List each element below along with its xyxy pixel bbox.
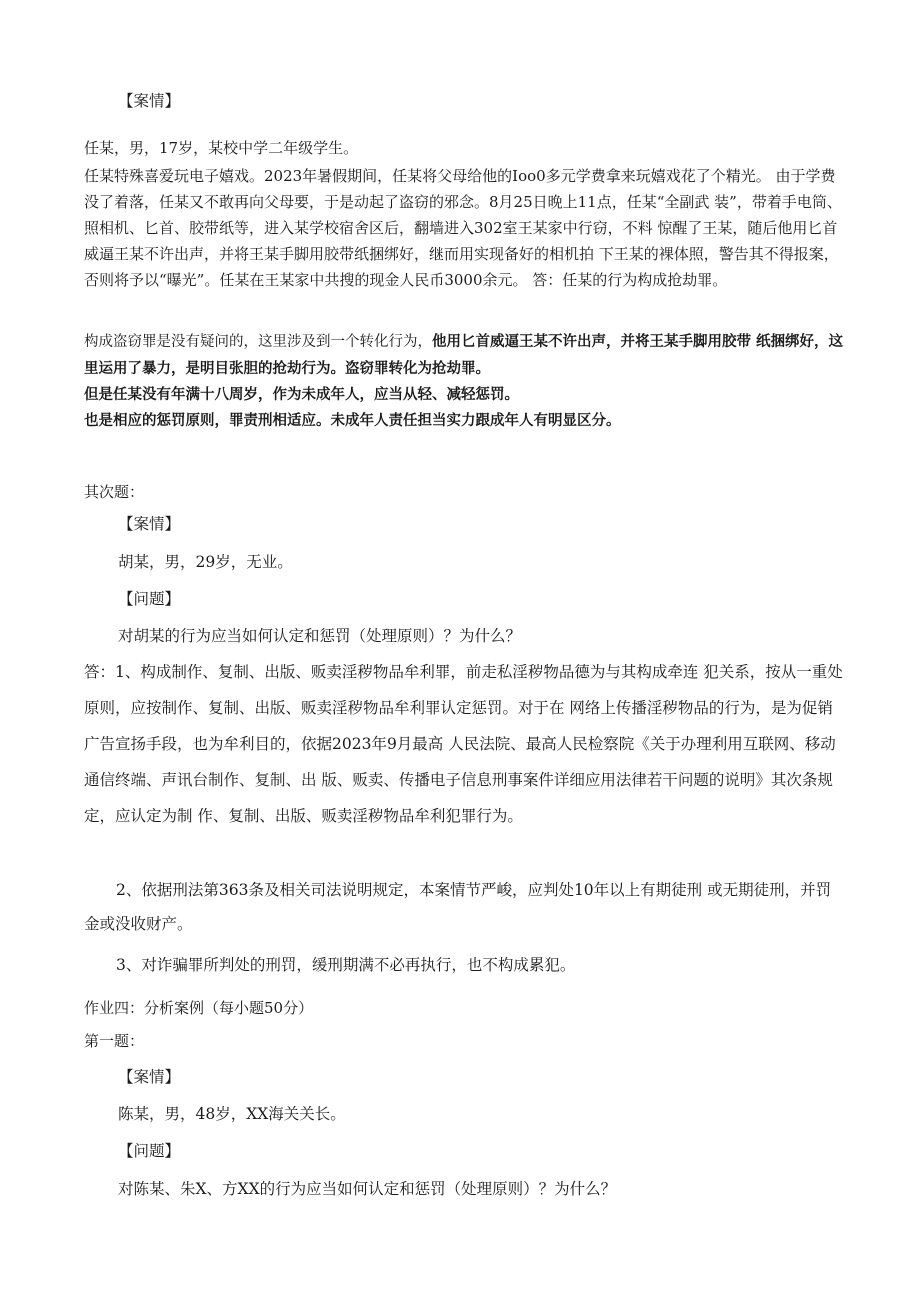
analysis-paragraph-2: 但是任某没有年满十八周岁，作为未成年人，应当从轻、减轻惩罚。 (84, 387, 519, 403)
section-title-2: 其次题： (84, 483, 145, 501)
answer-paragraph-3: 3、对诈骗罪所判处的刑罚，缓刑期满不必再执行，也不构成累犯。 (116, 956, 576, 974)
case-text-1: 任某特殊喜爱玩电子嬉戏。2023年暑假期间，任某将父母给他的Ioo0多元学费拿来玩嬉戏花了个精光。 由于学费没了着落，任某又不敢再向父母要，于是动起了盗窃的邪念。8月25日晚上11点，任某“全副武 装”，带着手电筒、照相机、匕首、胶带纸等，进入某学校宿舍区后，翻墙进入302室王某家中行窃，不料 惊醒了王某，随后他用匕首威逼王某不许出声，并将王某手脚用胶带纸捆绑好，继而用实现备好的相机拍 下王某的裸体照，警告其不得报案，否则将予以“曝光”。任某在王某家中共搜的现金人民币3000余元。 答：任某的行为构成抢劫罪。 (84, 167, 842, 289)
case-text-3: 陈某，男，48岁，XX海关关长。 (118, 1105, 346, 1123)
analysis-paragraph-3: 也是相应的惩罚原则，罪责刑相适应。未成年人责任担当实力跟成年人有明显区分。 (84, 413, 621, 429)
answer-paragraph-2: 2、依据刑法第363条及相关司法说明规定，本案情节严峻，应判处10年以上有期徒刑 或无期徒刑，并罚金或没收财产。 (84, 881, 832, 933)
analysis-bold: 他用匕首威逼王某不许出声，并将王某手脚用胶带 纸捆绑好，这里运用了暴力，是明目张胆的抢劫行为。盗窃罪转化为抢劫罪。 (84, 334, 844, 377)
analysis-lead: 构成盗窃罪是没有疑问的，这里涉及到一个转化行为， (84, 334, 432, 350)
question-heading-2: 【问题】 (118, 590, 181, 608)
question-text-2: 对胡某的行为应当如何认定和惩罚（处理原则）？为什么？ (118, 627, 522, 645)
defendant-info-1: 任某，男，17岁，某校中学二年级学生。 (84, 139, 359, 157)
analysis-paragraph-1 (84, 329, 844, 382)
answer-paragraph-1: 答：1、构成制作、复制、出版、贩卖淫秽物品牟利罪，前走私淫秽物品德为与其构成牵连 犯关系，按从一重处原则，应按制作、复制、出版、贩卖淫秽物品牟利罪认定惩罚。对于在 网络上传播淫秽物品的行为，是为促销广告宣扬手段，也为牟利目的，依据2023年9月最高 人民法院、最高人民检察院《关于办理利用互联网、移动通信终端、声讯台制作、复制、出 版、贩卖、传播电子信息刑事案件详细应用法律若干问题的说明》其次条规定，应认定为制 作、复制、出版、贩卖淫秽物品牟利犯罪行为。 (84, 663, 843, 825)
subsection-title-3: 第一题： (84, 1032, 145, 1050)
case-text-2: 胡某，男，29岁，无业。 (118, 553, 293, 571)
question-heading-3: 【问题】 (118, 1142, 181, 1160)
case-heading-3: 【案情】 (118, 1068, 181, 1086)
case-heading-2: 【案情】 (118, 515, 181, 533)
section-title-3: 作业四：分析案例（每小题50分） (84, 999, 314, 1017)
question-text-3: 对陈某、朱X、方XX的行为应当如何认定和惩罚（处理原则）？为什么？ (118, 1180, 617, 1198)
case-heading-1: 【案情】 (118, 92, 181, 110)
